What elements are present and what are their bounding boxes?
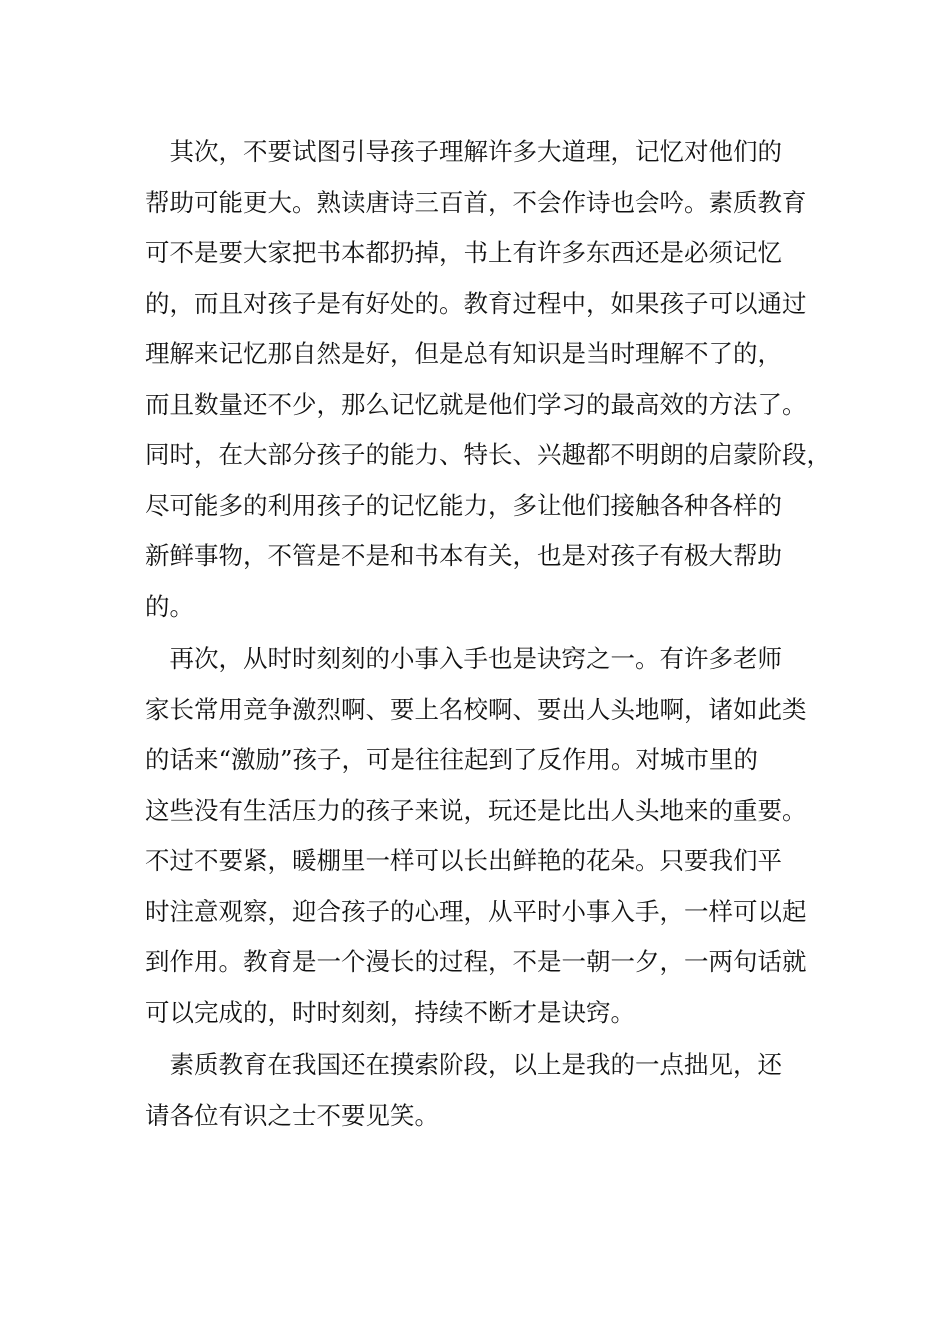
paragraph-line: 新鲜事物，不管是不是和书本有关，也是对孩子有极大帮助 [145, 541, 782, 570]
paragraph-line: 的。 [145, 591, 194, 621]
paragraph-line: 请各位有识之士不要见笑。 [145, 1100, 439, 1130]
paragraph-line: 不过不要紧，暖棚里一样可以长出鲜艳的花朵。只要我们平 [145, 846, 782, 875]
paragraph-1 [145, 127, 831, 632]
paragraph-line: 帮助可能更大。熟读唐诗三百首，不会作诗也会吟。素质教育 [145, 187, 807, 217]
document-body [145, 127, 831, 1141]
paragraph-line: 理解来记忆那自然是好，但是总有知识是当时理解不了的， [145, 339, 782, 368]
paragraph-line: 到作用。教育是一个漫长的过程，不是一朝一夕，一两句话就 [145, 947, 807, 976]
paragraph-line: 时注意观察，迎合孩子的心理，从平时小事入手，一样可以起 [145, 896, 807, 926]
paragraph-line: 素质教育在我国还在摸索阶段，以上是我的一点拙见，还 [145, 1050, 782, 1079]
paragraph-line: 同时，在大部分孩子的能力、特长、兴趣都不明朗的启蒙阶段， [145, 440, 831, 469]
paragraph-line: 家长常用竞争激烈啊、要上名校啊、要出人头地啊，诸如此类 [145, 694, 807, 724]
paragraph-line: 的，而且对孩子是有好处的。教育过程中，如果孩子可以通过 [145, 288, 807, 318]
paragraph-line: 再次，从时时刻刻的小事入手也是诀窍之一。有许多老师 [145, 644, 782, 673]
paragraph-line: 可不是要大家把书本都扔掉，书上有许多东西还是必须记忆 [145, 238, 782, 267]
paragraph-line: 这些没有生活压力的孩子来说，玩还是比出人头地来的重要。 [145, 795, 807, 825]
paragraph-2 [145, 634, 815, 1038]
paragraph-3 [145, 1040, 815, 1141]
paragraph-line: 尽可能多的利用孩子的记忆能力，多让他们接触各种各样的 [145, 490, 782, 520]
paragraph-line: 可以完成的，时时刻刻，持续不断才是诀窍。 [145, 997, 635, 1027]
paragraph-line: 其次，不要试图引导孩子理解许多大道理，记忆对他们的 [145, 137, 782, 166]
paragraph-line: 的话来“激励”孩子，可是往往起到了反作用。对城市里的 [145, 745, 759, 774]
paragraph-line: 而且数量还不少，那么记忆就是他们学习的最高效的方法了。 [145, 389, 807, 419]
